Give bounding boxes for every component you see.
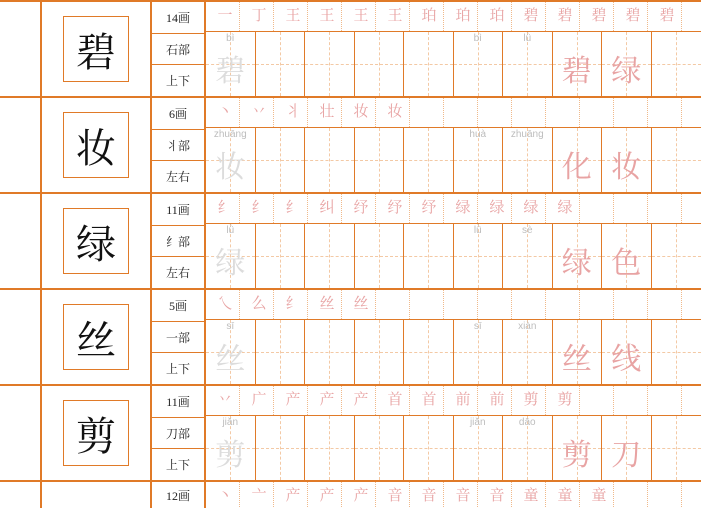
- tracing-cell: [305, 416, 355, 480]
- tracing-cell: [652, 128, 701, 192]
- stroke-step: 首: [387, 392, 403, 408]
- tracing-cell: [404, 32, 454, 96]
- tracing-cell: [454, 128, 504, 192]
- tracing-cell: [355, 128, 405, 192]
- stroke-step: 纾: [421, 200, 437, 216]
- stroke-step: 产: [319, 488, 335, 504]
- cell-word-character: 剪: [561, 439, 592, 472]
- table-row: [0, 480, 701, 508]
- character-info-column: [152, 482, 206, 508]
- stroke-step: 乀: [217, 296, 233, 312]
- tracing-cell: [602, 224, 652, 288]
- table-row: [0, 288, 701, 386]
- tracing-cell: [652, 320, 701, 384]
- stroke-step: 首: [421, 392, 437, 408]
- row-margin-column: [0, 98, 42, 192]
- radical-label: 一部: [152, 322, 204, 354]
- cell-pinyin: bì: [473, 33, 482, 44]
- tracing-cell: [355, 224, 405, 288]
- big-character-cell: [42, 290, 152, 384]
- character-info-column: [152, 2, 206, 96]
- cell-trace-character: 绿: [215, 247, 246, 280]
- stroke-step: 一: [217, 8, 233, 24]
- stroke-step: 碧: [523, 8, 539, 24]
- stroke-step: 纟: [217, 200, 233, 216]
- stroke-step: 纾: [387, 200, 403, 216]
- tracing-cell: [305, 320, 355, 384]
- stroke-step: 纾: [353, 200, 369, 216]
- cell-pinyin: zhuāng: [510, 129, 544, 140]
- stroke-sequence: [206, 393, 582, 408]
- cell-word-character: 色: [611, 247, 642, 280]
- cell-pinyin: bì: [226, 33, 235, 44]
- tracing-cell: [256, 32, 306, 96]
- stroke-step: 产: [285, 488, 301, 504]
- stroke-step: 产: [319, 392, 335, 408]
- stroke-step: 碧: [591, 8, 607, 24]
- stroke-step: 绿: [455, 200, 471, 216]
- cell-pinyin: dāo: [518, 417, 536, 428]
- stroke-step: 音: [489, 488, 505, 504]
- tracing-cell: [206, 128, 256, 192]
- table-row: [0, 384, 701, 482]
- practice-area: [206, 482, 701, 508]
- practice-area: [206, 290, 701, 384]
- stroke-step: 音: [387, 488, 403, 504]
- practice-area: [206, 98, 701, 192]
- character-info-column: [152, 386, 206, 480]
- stroke-count-label: 11画: [152, 194, 204, 226]
- stroke-step: 绿: [523, 200, 539, 216]
- tracing-cell: [553, 416, 603, 480]
- tracing-cell: [652, 32, 701, 96]
- tracing-cell: [206, 32, 256, 96]
- stroke-step: 碧: [625, 8, 641, 24]
- radical-label: 刀部: [152, 418, 204, 450]
- stroke-count-label: 12画: [165, 488, 190, 503]
- stroke-sequence: [206, 105, 412, 120]
- cell-trace-character: 剪: [215, 439, 246, 472]
- stroke-step: 丶: [217, 488, 233, 504]
- tracing-cell: [404, 224, 454, 288]
- stroke-step: 纟: [285, 200, 301, 216]
- tracing-cell: [256, 416, 306, 480]
- stroke-step: 前: [455, 392, 471, 408]
- cell-word-character: 绿: [561, 247, 592, 280]
- tracing-cell: [355, 416, 405, 480]
- stroke-count-label: 6画: [152, 98, 204, 130]
- tracing-cell: [404, 416, 454, 480]
- stroke-step: 亠: [251, 488, 267, 504]
- tracing-cell: [503, 416, 553, 480]
- stroke-step: 妆: [387, 104, 403, 120]
- big-character-cell: [42, 194, 152, 288]
- cell-word-character: 绿: [611, 55, 642, 88]
- cell-pinyin: zhuāng: [213, 129, 247, 140]
- tracing-cell: [602, 128, 652, 192]
- tracing-cell: [454, 416, 504, 480]
- stroke-sequence: [206, 297, 378, 312]
- row-margin-column: [0, 2, 42, 96]
- stroke-step: 音: [455, 488, 471, 504]
- cell-pinyin: sè: [521, 225, 533, 236]
- big-character-cell: [42, 2, 152, 96]
- row-margin-column: [0, 482, 42, 508]
- cell-word-character: 丝: [561, 343, 592, 376]
- tracing-cell: [652, 224, 701, 288]
- stroke-order-strip: [206, 290, 701, 320]
- tracing-cell: [602, 320, 652, 384]
- stroke-sequence: [206, 489, 616, 504]
- radical-label: 丬部: [152, 130, 204, 162]
- tracing-cell: [206, 320, 256, 384]
- stroke-step: 纠: [319, 200, 335, 216]
- stroke-order-strip: [206, 194, 701, 224]
- tracing-grid: [206, 32, 701, 96]
- stroke-step: 王: [387, 8, 403, 24]
- stroke-step: 产: [285, 392, 301, 408]
- big-character: 剪: [63, 400, 129, 466]
- structure-label: 左右: [165, 266, 190, 281]
- structure-label: 上下: [165, 74, 190, 89]
- cell-word-character: 刀: [611, 439, 642, 472]
- stroke-step: 纟: [285, 296, 301, 312]
- stroke-step: 丷: [217, 392, 233, 408]
- table-row: [0, 192, 701, 290]
- tracing-cell: [602, 416, 652, 480]
- stroke-step: 壮: [319, 104, 335, 120]
- stroke-step: 童: [557, 488, 573, 504]
- tracing-cell: [454, 224, 504, 288]
- cell-word-character: 碧: [561, 55, 592, 88]
- tracing-cell: [404, 128, 454, 192]
- structure-label: 上下: [165, 362, 190, 377]
- stroke-step: 丝: [319, 296, 335, 312]
- stroke-step: 剪: [557, 392, 573, 408]
- character-info-column: [152, 98, 206, 192]
- practice-area: [206, 386, 701, 480]
- cell-trace-character: 碧: [215, 55, 246, 88]
- practice-area: [206, 2, 701, 96]
- tracing-cell: [305, 224, 355, 288]
- big-character: 碧: [63, 16, 129, 82]
- big-character: 妆: [63, 112, 129, 178]
- tracing-cell: [602, 32, 652, 96]
- stroke-step: 童: [591, 488, 607, 504]
- stroke-step: 绿: [557, 200, 573, 216]
- tracing-cell: [305, 128, 355, 192]
- tracing-cell: [404, 320, 454, 384]
- stroke-step: 童: [523, 488, 539, 504]
- tracing-cell: [553, 32, 603, 96]
- tracing-grid: [206, 128, 701, 192]
- tracing-cell: [503, 320, 553, 384]
- big-character-cell: [42, 482, 152, 508]
- cell-trace-character: 丝: [215, 343, 246, 376]
- stroke-count-label: 14画: [152, 2, 204, 34]
- tracing-grid: [206, 320, 701, 384]
- stroke-step: 广: [251, 392, 267, 408]
- tracing-grid: [206, 224, 701, 288]
- stroke-step: 珀: [421, 8, 437, 24]
- stroke-step: 产: [353, 392, 369, 408]
- stroke-step: 王: [353, 8, 369, 24]
- tracing-cell: [454, 320, 504, 384]
- structure-label: 上下: [165, 458, 190, 473]
- row-margin-column: [0, 386, 42, 480]
- stroke-step: 珀: [489, 8, 505, 24]
- tracing-cell: [256, 224, 306, 288]
- tracing-cell: [503, 32, 553, 96]
- cell-pinyin: xiàn: [518, 321, 537, 332]
- stroke-count-label: 11画: [152, 386, 204, 418]
- cell-word-character: 化: [561, 151, 592, 184]
- cell-pinyin: jiǎn: [469, 417, 486, 428]
- stroke-step: 绿: [489, 200, 505, 216]
- stroke-step: 珀: [455, 8, 471, 24]
- cell-word-character: 妆: [611, 151, 642, 184]
- table-row: [0, 0, 701, 98]
- big-character-cell: [42, 98, 152, 192]
- stroke-step: 么: [251, 296, 267, 312]
- stroke-order-strip: [206, 2, 701, 32]
- cell-trace-character: 妆: [215, 151, 246, 184]
- tracing-cell: [305, 32, 355, 96]
- stroke-step: 音: [421, 488, 437, 504]
- stroke-step: 碧: [659, 8, 675, 24]
- cell-pinyin: sī: [226, 321, 235, 332]
- cell-pinyin: huà: [469, 129, 487, 140]
- stroke-step: 丬: [285, 104, 301, 120]
- tracing-cell: [256, 320, 306, 384]
- stroke-step: 王: [285, 8, 301, 24]
- stroke-order-strip: [206, 98, 701, 128]
- tracing-cell: [206, 416, 256, 480]
- cell-pinyin: lǜ: [226, 225, 235, 236]
- big-character: 绿: [63, 208, 129, 274]
- stroke-order-strip: [206, 482, 701, 508]
- cell-pinyin: lǜ: [473, 225, 482, 236]
- big-character: 丝: [63, 304, 129, 370]
- stroke-step: 纟: [251, 200, 267, 216]
- practice-area: [206, 194, 701, 288]
- stroke-step: 剪: [523, 392, 539, 408]
- tracing-cell: [553, 224, 603, 288]
- tracing-cell: [355, 320, 405, 384]
- stroke-step: 妆: [353, 104, 369, 120]
- tracing-grid: [206, 416, 701, 480]
- cell-word-character: 线: [611, 343, 642, 376]
- stroke-step: 丶: [217, 104, 233, 120]
- radical-label: 石部: [152, 34, 204, 66]
- stroke-step: 产: [353, 488, 369, 504]
- table-row: [0, 96, 701, 194]
- stroke-step: 丷: [251, 104, 267, 120]
- tracing-cell: [503, 224, 553, 288]
- stroke-sequence: [206, 201, 582, 216]
- cell-pinyin: jiǎn: [222, 417, 239, 428]
- stroke-step: 碧: [557, 8, 573, 24]
- structure-label: 左右: [165, 170, 190, 185]
- stroke-step: 前: [489, 392, 505, 408]
- cell-pinyin: sī: [473, 321, 482, 332]
- tracing-cell: [553, 128, 603, 192]
- tracing-cell: [256, 128, 306, 192]
- character-info-column: [152, 290, 206, 384]
- tracing-cell: [454, 32, 504, 96]
- row-margin-column: [0, 194, 42, 288]
- stroke-count-label: 5画: [152, 290, 204, 322]
- character-info-column: [152, 194, 206, 288]
- stroke-sequence: [206, 9, 684, 24]
- tracing-cell: [355, 32, 405, 96]
- cell-pinyin: lǜ: [523, 33, 532, 44]
- stroke-step: 丁: [251, 8, 267, 24]
- tracing-cell: [503, 128, 553, 192]
- row-margin-column: [0, 290, 42, 384]
- big-character-cell: [42, 386, 152, 480]
- stroke-order-strip: [206, 386, 701, 416]
- tracing-cell: [553, 320, 603, 384]
- tracing-cell: [652, 416, 701, 480]
- stroke-step: 王: [319, 8, 335, 24]
- radical-label: 纟部: [152, 226, 204, 258]
- tracing-cell: [206, 224, 256, 288]
- stroke-step: 丝: [353, 296, 369, 312]
